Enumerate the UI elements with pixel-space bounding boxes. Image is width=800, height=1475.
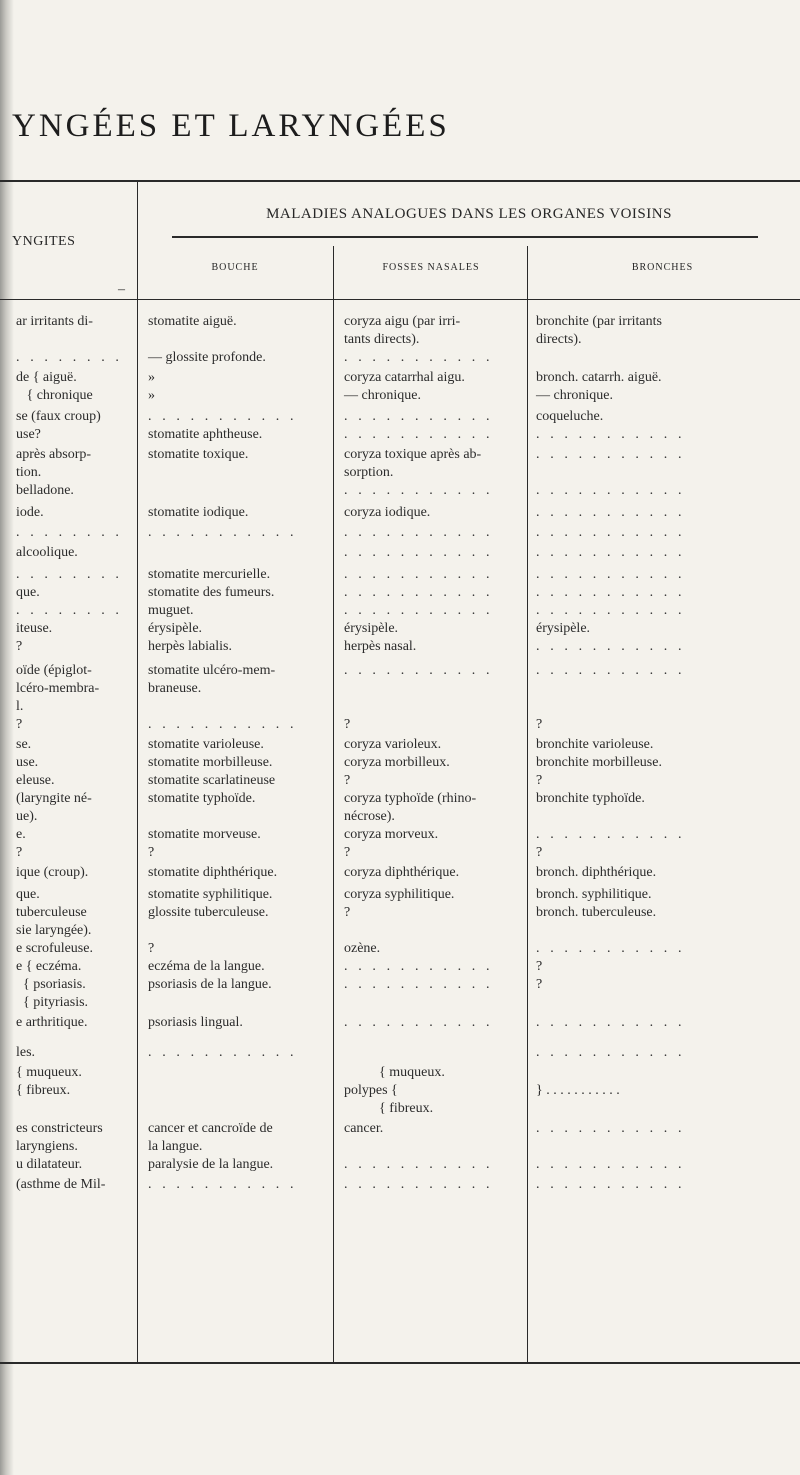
- table-cell: stomatite varioleuse.: [148, 737, 264, 752]
- table-cell: ?: [344, 905, 351, 920]
- table-cell: de { aiguë.: [16, 370, 77, 385]
- table-cell: paralysie de la langue.: [148, 1157, 274, 1172]
- table-cell: coryza toxique après ab-: [344, 447, 482, 462]
- table-cell: bronchite typhoïde.: [536, 791, 645, 806]
- table-cell: { psoriasis.: [16, 977, 86, 992]
- table-cell: { muqueux.: [16, 1065, 82, 1080]
- table-cell: bronch. tuberculeuse.: [536, 905, 657, 920]
- table-cell: coryza syphilitique.: [344, 887, 455, 902]
- table-cell: coryza catarrhal aigu.: [344, 370, 465, 385]
- table-cell: . . . . . . . . . . .: [344, 409, 494, 424]
- table-cell: psoriasis lingual.: [148, 1015, 243, 1030]
- table-cell: . . . . . . . . . . .: [148, 1045, 298, 1060]
- table-cell: eleuse.: [16, 773, 55, 788]
- table-cell: . . . . . . . . . . .: [344, 585, 494, 600]
- table-cell: ?: [536, 959, 543, 974]
- table-cell: . . . . . . . . . . .: [536, 525, 686, 540]
- table-cell: cancer.: [344, 1121, 384, 1136]
- table-cell: ?: [148, 845, 155, 860]
- group-header: MALADIES ANALOGUES DANS LES ORGANES VOISINS: [266, 206, 672, 222]
- table-cell: bronchite (par irritants: [536, 314, 662, 329]
- table-cell: après absorp-: [16, 447, 92, 462]
- table-cell: ozène.: [344, 941, 381, 956]
- table-cell: herpès labialis.: [148, 639, 232, 654]
- col-divider-1: [137, 182, 138, 1363]
- table-cell: lcéro-membra-: [16, 681, 100, 696]
- page-binding-edge: [0, 0, 14, 1475]
- table-cell: érysipèle.: [344, 621, 399, 636]
- table-cell: . . . . . . . . . . .: [344, 977, 494, 992]
- table-cell: (asthme de Mil-: [16, 1177, 106, 1192]
- table-cell: bronch. syphilitique.: [536, 887, 652, 902]
- table-cell: nécrose).: [344, 809, 395, 824]
- table-cell: stomatite scarlatineuse: [148, 773, 276, 788]
- table-cell: . . . . . . . . . . .: [536, 1157, 686, 1172]
- table-cell: stomatite ulcéro-mem-: [148, 663, 276, 678]
- table-cell: laryngiens.: [16, 1139, 78, 1154]
- table-cell: } . . . . . . . . . . .: [536, 1083, 620, 1098]
- table-cell: glossite tuberculeuse.: [148, 905, 269, 920]
- table-cell: stomatite toxique.: [148, 447, 249, 462]
- table-cell: bronchite morbilleuse.: [536, 755, 662, 770]
- table-cell: stomatite aphtheuse.: [148, 427, 263, 442]
- table-cell: sorption.: [344, 465, 394, 480]
- table-cell: ?: [344, 773, 351, 788]
- table-cell: . . . . . . . . . . .: [536, 941, 686, 956]
- table-cell: stomatite iodique.: [148, 505, 249, 520]
- table-cell: se.: [16, 737, 32, 752]
- top-rule: [0, 180, 800, 182]
- table-cell: cancer et cancroïde de: [148, 1121, 273, 1136]
- table-cell: bronch. catarrh. aiguë.: [536, 370, 662, 385]
- table-cell: coryza aigu (par irri-: [344, 314, 461, 329]
- page-title: YNGÉES ET LARYNGÉES: [12, 108, 450, 144]
- table-cell: . . . . . . . . . . .: [344, 567, 494, 582]
- table-cell: use.: [16, 755, 39, 770]
- table-cell: { muqueux.: [344, 1065, 445, 1080]
- column-header-bouche: BOUCHE: [211, 262, 259, 273]
- table-cell: — chronique.: [536, 388, 613, 403]
- table-cell: ue).: [16, 809, 38, 824]
- group-underline: [172, 236, 758, 238]
- table-cell: ?: [148, 941, 155, 956]
- table-cell: . . . . . . . . . . .: [344, 545, 494, 560]
- table-cell: stomatite des fumeurs.: [148, 585, 275, 600]
- table-cell: eczéma de la langue.: [148, 959, 265, 974]
- table-cell: coryza morveux.: [344, 827, 439, 842]
- table-cell: . . . . . . . . . . .: [344, 663, 494, 678]
- table-cell: . . . . . . . . . . .: [536, 1045, 686, 1060]
- table-cell: ?: [344, 717, 351, 732]
- table-cell: es constricteurs: [16, 1121, 103, 1136]
- table-cell: muguet.: [148, 603, 194, 618]
- table-cell: ?: [536, 773, 543, 788]
- table-cell: érysipèle.: [148, 621, 203, 636]
- table-cell: sie laryngée).: [16, 923, 92, 938]
- col-divider-2: [333, 246, 334, 1363]
- table-cell: stomatite morveuse.: [148, 827, 261, 842]
- table-cell: . . . . . . . . . . .: [536, 1015, 686, 1030]
- table-cell: use?: [16, 427, 41, 442]
- table-cell: . . . . . . . .: [16, 567, 123, 582]
- table-cell: stomatite syphilitique.: [148, 887, 273, 902]
- table-cell: . . . . . . . . . . .: [344, 959, 494, 974]
- table-cell: les.: [16, 1045, 36, 1060]
- table-cell: . . . . . . . . . . .: [536, 567, 686, 582]
- table-cell: e arthritique.: [16, 1015, 88, 1030]
- table-cell: ?: [536, 717, 543, 732]
- col-divider-3: [527, 246, 528, 1363]
- table-cell: — chronique.: [344, 388, 421, 403]
- table-cell: . . . . . . . . . . .: [536, 447, 686, 462]
- table-cell: . . . . . . . .: [16, 525, 123, 540]
- table-cell: psoriasis de la langue.: [148, 977, 272, 992]
- table-cell: que.: [16, 585, 40, 600]
- table-cell: . . . . . . . . . . .: [344, 427, 494, 442]
- table-cell: »: [148, 388, 155, 403]
- table-cell: . . . . . . . . . . .: [344, 1015, 494, 1030]
- column-header-bronches: BRONCHES: [631, 262, 694, 273]
- table-cell: . . . . . . . . . . .: [148, 409, 298, 424]
- table-cell: alcoolique.: [16, 545, 78, 560]
- table-cell: ?: [16, 717, 23, 732]
- table-cell: iteuse.: [16, 621, 53, 636]
- table-cell: ?: [16, 845, 23, 860]
- table-cell: tion.: [16, 465, 42, 480]
- table-cell: ar irritants di-: [16, 314, 93, 329]
- table-cell: — glossite profonde.: [148, 350, 266, 365]
- table-cell: u dilatateur.: [16, 1157, 83, 1172]
- table-cell: bronch. diphthérique.: [536, 865, 657, 880]
- table-cell: ?: [536, 977, 543, 992]
- table-cell: { pityriasis.: [16, 995, 89, 1010]
- table-cell: coryza diphthérique.: [344, 865, 460, 880]
- table-cell: . . . . . . . . . . .: [148, 717, 298, 732]
- table-cell: herpès nasal.: [344, 639, 417, 654]
- table-cell: . . . . . . . . . . .: [344, 525, 494, 540]
- table-cell: coryza iodique.: [344, 505, 431, 520]
- table-cell: tuberculeuse: [16, 905, 87, 920]
- table-cell: e scrofuleuse.: [16, 941, 93, 956]
- table-cell: polypes {: [344, 1083, 398, 1098]
- table-cell: . . . . . . . . . . .: [536, 663, 686, 678]
- table-cell: coryza typhoïde (rhino-: [344, 791, 477, 806]
- table-cell: ?: [344, 845, 351, 860]
- table-cell: iode.: [16, 505, 44, 520]
- table-cell: . . . . . . . . . . .: [344, 1157, 494, 1172]
- column-header-fosses-nasales: FOSSES NASALES: [382, 262, 480, 273]
- table-cell: . . . . . . . . . . .: [536, 545, 686, 560]
- table-cell: »: [148, 370, 155, 385]
- table-cell: coryza morbilleux.: [344, 755, 450, 770]
- table-cell: e { eczéma.: [16, 959, 82, 974]
- table-cell: . . . . . . . . . . .: [536, 427, 686, 442]
- table-cell: stomatite morbilleuse.: [148, 755, 273, 770]
- table-cell: . . . . . . . . . . .: [536, 1121, 686, 1136]
- table-cell: érysipèle.: [536, 621, 591, 636]
- table-cell: se (faux croup): [16, 409, 101, 424]
- table-cell: . . . . . . . .: [16, 350, 123, 365]
- table-cell: . . . . . . . . . . .: [536, 827, 686, 842]
- table-cell: . . . . . . . . . . .: [148, 1177, 298, 1192]
- table-cell: bronchite varioleuse.: [536, 737, 654, 752]
- table-cell: { fibreux.: [344, 1101, 434, 1116]
- table-cell: belladone.: [16, 483, 74, 498]
- table-cell: coryza varioleux.: [344, 737, 442, 752]
- table-cell: stomatite typhoïde.: [148, 791, 256, 806]
- table-cell: oïde (épiglot-: [16, 663, 92, 678]
- table-cell: e.: [16, 827, 26, 842]
- table-cell: . . . . . . . . . . .: [344, 1177, 494, 1192]
- table-cell: { fibreux.: [16, 1083, 71, 1098]
- table-cell: . . . . . . . .: [16, 603, 123, 618]
- table-cell: stomatite diphthérique.: [148, 865, 278, 880]
- table-cell: ?: [536, 845, 543, 860]
- header-rule: [0, 299, 800, 300]
- table-cell: tants directs).: [344, 332, 420, 347]
- table-cell: stomatite mercurielle.: [148, 567, 271, 582]
- table-cell: . . . . . . . . . . .: [536, 639, 686, 654]
- table-cell: . . . . . . . . . . .: [344, 350, 494, 365]
- table-cell: braneuse.: [148, 681, 202, 696]
- table-cell: (laryngite né-: [16, 791, 92, 806]
- first-column-dash: –: [118, 282, 125, 297]
- first-column-header: YNGITES: [12, 234, 76, 249]
- bottom-rule: [0, 1362, 800, 1364]
- table-cell: . . . . . . . . . . .: [148, 525, 298, 540]
- table-cell: . . . . . . . . . . .: [536, 505, 686, 520]
- table-cell: ?: [16, 639, 23, 654]
- table-cell: ique (croup).: [16, 865, 89, 880]
- table-cell: que.: [16, 887, 40, 902]
- table-cell: . . . . . . . . . . .: [344, 483, 494, 498]
- table-cell: . . . . . . . . . . .: [536, 585, 686, 600]
- table-cell: la langue.: [148, 1139, 203, 1154]
- table-cell: { chronique: [16, 388, 93, 403]
- table-cell: . . . . . . . . . . .: [536, 603, 686, 618]
- table-cell: stomatite aiguë.: [148, 314, 237, 329]
- table-cell: . . . . . . . . . . .: [536, 483, 686, 498]
- table-cell: directs).: [536, 332, 582, 347]
- table-cell: . . . . . . . . . . .: [536, 1177, 686, 1192]
- table-cell: l.: [16, 699, 24, 714]
- table-cell: coqueluche.: [536, 409, 604, 424]
- table-cell: . . . . . . . . . . .: [344, 603, 494, 618]
